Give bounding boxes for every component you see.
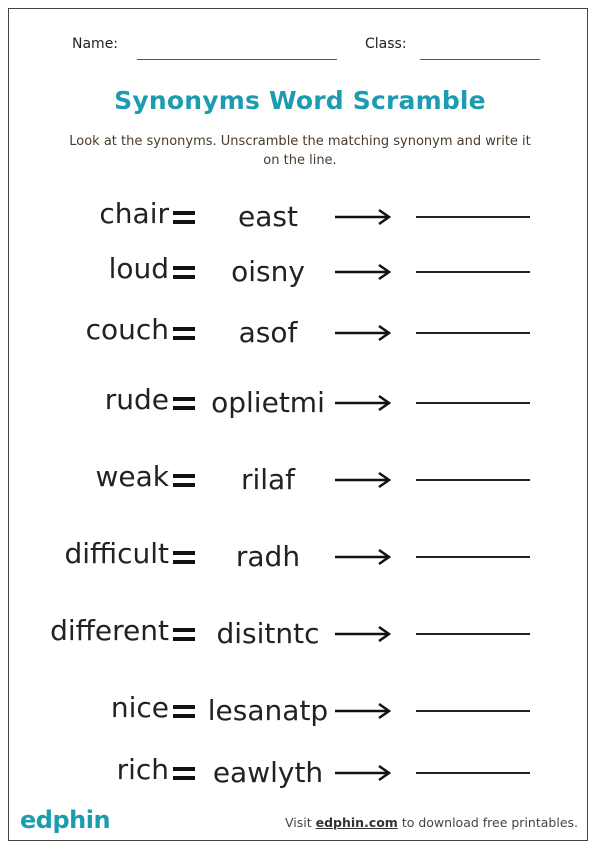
scrambled-word: eawlyth xyxy=(212,756,324,789)
scrambled-word: radh xyxy=(235,540,301,573)
equals-sign xyxy=(173,211,195,224)
name-label: Name: xyxy=(72,36,119,52)
exercise-row xyxy=(0,197,600,237)
answer-line[interactable] xyxy=(416,271,530,273)
exercise-row xyxy=(0,313,600,353)
scrambled-word: asof xyxy=(238,316,298,349)
arrow-right-icon xyxy=(335,262,393,282)
edphin-logo: edphin xyxy=(20,806,111,834)
given-word: nice xyxy=(110,691,169,724)
exercise-row xyxy=(0,614,600,654)
answer-line[interactable] xyxy=(416,479,530,481)
arrow-right-icon xyxy=(335,393,393,413)
answer-line[interactable] xyxy=(416,402,530,404)
arrow-right-icon xyxy=(335,701,393,721)
given-word: weak xyxy=(95,460,169,493)
scrambled-word: rilaf xyxy=(240,463,296,496)
equals-sign xyxy=(173,397,195,410)
exercise-row xyxy=(0,537,600,577)
equals-sign xyxy=(173,551,195,564)
answer-line[interactable] xyxy=(416,332,530,334)
class-label: Class: xyxy=(365,36,407,52)
exercise-row xyxy=(0,383,600,423)
arrow-right-icon xyxy=(335,207,393,227)
equals-sign xyxy=(173,474,195,487)
arrow-right-icon xyxy=(335,547,393,567)
scrambled-word: disitntc xyxy=(216,617,320,650)
equals-sign xyxy=(173,327,195,340)
footer-text xyxy=(285,815,578,830)
given-word: couch xyxy=(85,313,169,346)
equals-sign xyxy=(173,628,195,641)
scrambled-word: oisny xyxy=(231,255,305,288)
given-word: rude xyxy=(104,383,169,416)
scrambled-word: oplietmi xyxy=(211,386,325,419)
given-word: chair xyxy=(99,197,169,230)
arrow-right-icon xyxy=(335,470,393,490)
footer-suffix: to download free printables. xyxy=(397,815,578,830)
given-word: difficult xyxy=(64,537,169,570)
exercise-row xyxy=(0,691,600,731)
exercise-row xyxy=(0,252,600,292)
equals-sign xyxy=(173,767,195,780)
exercise-row xyxy=(0,460,600,500)
exercise-row xyxy=(0,753,600,793)
answer-line[interactable] xyxy=(416,556,530,558)
equals-sign xyxy=(173,266,195,279)
given-word: rich xyxy=(116,753,169,786)
answer-line[interactable] xyxy=(416,633,530,635)
given-word: loud xyxy=(108,252,169,285)
equals-sign xyxy=(173,705,195,718)
answer-line[interactable] xyxy=(416,772,530,774)
answer-line[interactable] xyxy=(416,216,530,218)
edphin-link[interactable]: edphin.com xyxy=(315,815,398,830)
instructions: Look at the synonyms. Unscramble the matching synonym and write it on the line. xyxy=(69,134,531,168)
name-line xyxy=(137,59,337,60)
scrambled-word: lesanatp xyxy=(207,694,329,727)
arrow-right-icon xyxy=(335,624,393,644)
class-line xyxy=(420,59,540,60)
footer-prefix: Visit xyxy=(285,815,316,830)
arrow-right-icon xyxy=(335,323,393,343)
answer-line[interactable] xyxy=(416,710,530,712)
given-word: different xyxy=(50,614,169,647)
worksheet-title: Synonyms Word Scramble xyxy=(114,86,486,115)
scrambled-word: east xyxy=(238,200,298,233)
arrow-right-icon xyxy=(335,763,393,783)
